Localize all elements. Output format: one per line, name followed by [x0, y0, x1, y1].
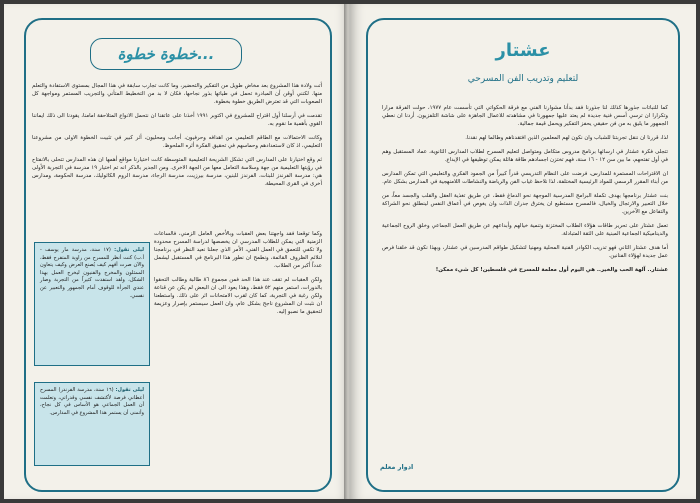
closing-paragraph: عشتار.. آلهة الحب والخير.. هي اليوم أول معلمة للمسرح في فلسطين! كل شيء ممكن! [435, 267, 668, 273]
paragraph: تقدمت في أرسلنا أول اقتراح للمشروع في اكتوبر ١٩٩١ أخذنا على عاتقنا ان نتحمل الانواع المتلاحقة امامنا، يقودنا الى ذلك ايماننا القوي بأهمية ما نقوم به. [32, 113, 322, 127]
right-body-text [382, 104, 668, 280]
paragraph: ثم وقع اختيارنا على المدارس التي تشكل الشريحة التعليمية المتوسطة كانت اختيارنا مواقع أهمها ان هذه المدارس تتحلى بالانفتاح في رؤيتها التعليمية من جهة وسلاسة التعامل معها من الجهة الاخرى. ومن الجدير بالذكر انه تم اختيار ١٩ مدرسة في التجربة الأولى هي: مدرسة الفرندز للبنات، الفرندز للبنين، مدرسة بيرزيت، مدرسة الرجاء، مدرسة الروم الكاثوليك، مدرسة الحكومة، ومدارس أخرى في القرى المحيطة. [32, 157, 323, 187]
paragraph: أما هدف عشتار الثاني فهو تدريب الكوادر الفنية المحلية ومهنيا لتشكيل طواقم المدرسين في عشتار، وبهذا نكون قد خلقنا فرص عمل جديدة لهؤلاء الفنانين. [382, 245, 668, 259]
paragraph: ولكن العقبات لم تقف عند هذا الحد فمن مجموع ٨٦ طالبة وطالب التحقوا بالدورات، استمر منهم ٥٢ فقط، وهذا يعود الى ان البعض لم يكن عن قناعة ولكن رغبة في التجربة، كما كان لقرب الامتحانات اثر على ذلك. واستطعنا ان نثبت ان المشروع ناجح بشكل عام، وان العمل سيستمر بإصرار وعزيمة لتحقيق ما نصبو إليه. [154, 277, 323, 315]
paragraph: أتت ولادة هذا المشروع بعد مخاض طويل من التفكير والتحضير، وما كانت تجارب سابقة في هذا المجال بمستوى الاستفادة والتعلم منها. لكنني أوقن أن المبادرة تحمل في طياتها بذور نجاحها، فكان لا بد من التخطيط المتأني والتجريب المستمر ومواجهة كل الصعوبات التي قد تعترض الطريق خطوة بخطوة. [32, 83, 322, 105]
paragraph: وكانت الاحتمالات مع الطاقم التعليمي من اهدافه وحرفيون، أجانب ومحليون، أثر كبير في تثبيت الخطوة الاولى من مشروعنا التعليمي، اذ كان لاستعدادهم وحماسهم في تحقيق الفكرة أثره الملحوظ. [32, 135, 322, 149]
quote-body: (١٧ سنة، مدرسة مار يوسف - أ.ب) كنت أنظر للمسرح من زاوية المتفرج فقط، والآن صرت أفهم كيف يُصنع العرض وكيف يتعاون الممثلون والمخرج والفنيون ليخرج العمل بهذا الشكل، ولقد استفدت كثيراً من التجربة وصار عندي الجرأة للوقوف أمام الجمهور والتعبير عن نفسي. [40, 247, 144, 299]
quote-lead: ليلى تقول: [115, 387, 144, 393]
quote-text [40, 387, 144, 417]
subtitle: لتعليم وتدريب الفن المسرحي [467, 74, 579, 84]
author-signature: ادوار معلم [380, 463, 414, 471]
paragraph: ان الاقتراحات المستمرة للمدارس، فرضت على النظام التدريسي قدراً كبيراً من الجمود الفكري والتعليمي التي تمكن المدارس من أبناء المقرر الرسمي للمواد الرئيسية المختلفة، لذا نلاحظ غياب الفن والرياضة والنشاطات اللامنهجية في المدارس بشكل عام. [382, 171, 668, 185]
paragraph: لذا، قررنا ان ننقل تجربتنا للشباب وان نكون لهم المعلمين الذين افتقدناهم وطالما لهم نقدنا. [465, 135, 668, 141]
paragraph: وكما توقعنا فقد واجهتنا بعض العقبات وبالأخص العامل الزمني، فالساعات الزمنية التي يمكن للطلاب المدرسي ان يخصصها لدراسة المسرح محدودة ولا تكفي للتعمق في العمل الفني، الأمر الذي جعلنا نعيد النظر في برنامجنا لنلائم الظروف القائمة، ونطمح ان نطور هذا البرنامج في المستقبل ليشمل عدداً أكبر من الطلاب. [154, 231, 322, 269]
paragraph: كما للنباتات جذورها كذلك لنا جذورنا فقد بدأنا مشوارنا الفني مع فرقة الحكواتي التي تأسست عام ١٩٧٧، حولت الفرقة مرارا وتكرارا ان ترسي أسس فنية جديدة لم يعتد عليها جمهورنا في مشاهدته للاعمال الجاهزة على شاشة التلفزيون. أردنا ان نعطي الجمهور ما يليق به من فن حقيقي يحفز التفكير ويحمل قيمة جمالية. [382, 105, 668, 127]
magazine-spread [4, 4, 696, 499]
left-body-text [32, 82, 322, 194]
quote-box [34, 382, 150, 466]
paragraph: تتجلى فكرة عشتار في ارسائها برنامج مدروس متكامل ومتواصل لتعليم المسرح لطلاب المدارس الثانوية، عماد المستقبل وهم في أول تفتحهم، ما بين سن ١٢ - ١٦ سنة، فهم تختزن اجسادهم طاقة هائلة يمكن توظيفها في الإبداع. [382, 149, 668, 163]
paragraph: تعمل عشتار على تحرير طاقات هؤلاء الطلاب المختزنة وتنمية خيالهم وأبداعهم عن طريق العمل الجماعي وخلق الروح الجماعية والديناميكية الجماعية المبنية على الثقة المتبادلة. [382, 223, 668, 237]
quote-lead: ليلى تقول: [114, 247, 145, 253]
logo: عشتار [495, 40, 551, 61]
paragraph: بنت عشتار برنامجها بهدف تكملة البرامج المدرسية الموجهة نحو الدماغ فقط، عن طريق تغذية العقل والقلب والجسد معاً، من خلال التعبير والارتجال والخيال، فالمسرح مستطيع ان يخترق جدران الذات وان يغوص في أعماق النفس لينطلق نحو الشراكة والتفاعل مع الآخرين. [382, 193, 668, 215]
text-column [154, 230, 322, 322]
page-fold [344, 4, 348, 499]
quote-text [40, 247, 144, 300]
quote-box [34, 242, 150, 366]
quote-body: (١٦ سنة، مدرسة الفرندز) المسرح أعطاني فرصة لأكتشف نفسي وقدراتي، وتعلمت أن العمل الجماعي هو الأساس في كل نجاح، وأتمنى أن يستمر هذا المشروع في المدارس. [40, 387, 144, 416]
left-page [4, 4, 350, 499]
right-page [350, 4, 696, 499]
section-title: خطوة خطوة... [90, 38, 242, 70]
